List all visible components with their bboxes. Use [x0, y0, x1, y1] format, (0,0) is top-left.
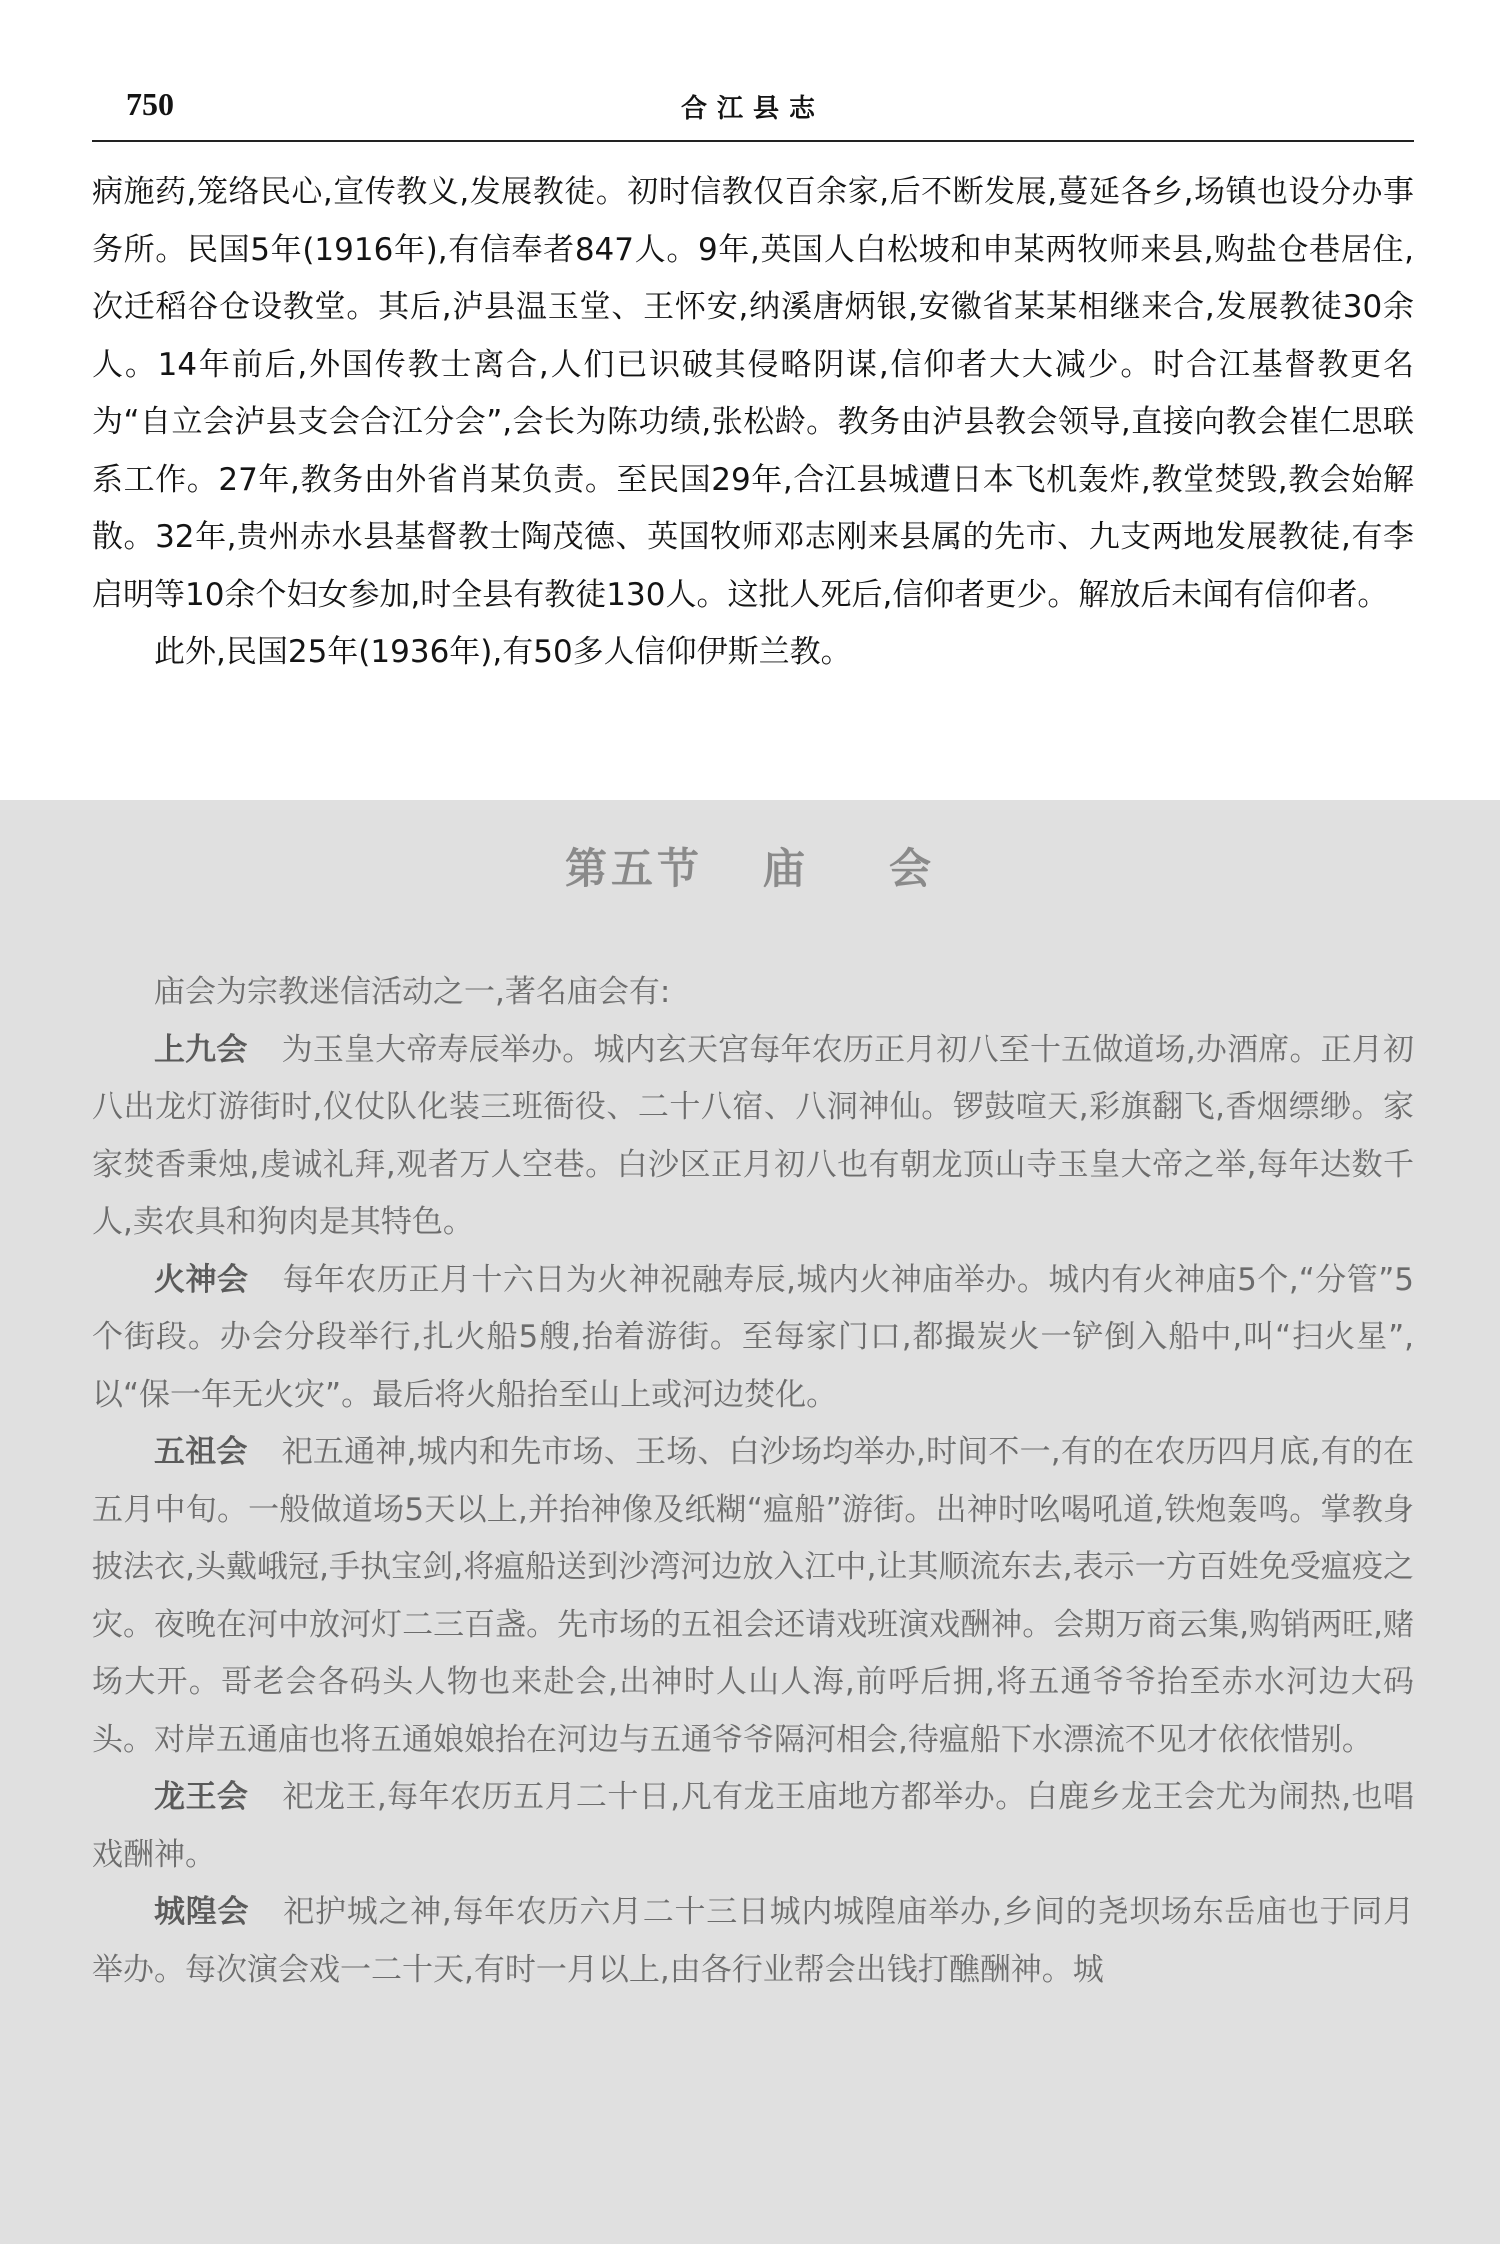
section-heading [0, 836, 1500, 896]
section-title-part1: 庙 [762, 844, 809, 893]
entry-term: 城隍会 [154, 1894, 250, 1930]
paragraph-islam: 此外,民国25年(1936年),有50多人信仰伊斯兰教。 [154, 634, 852, 670]
entry-chenghuanghui [92, 1884, 1414, 1999]
bottom-text-block [92, 964, 1414, 1999]
section-title-part2: 会 [889, 844, 936, 893]
entry-wuzuhui [92, 1424, 1414, 1769]
entry-text: 祀五通神,城内和先市场、王场、白沙场均举办,时间不一,有的在农历四月底,有的在五月中旬。一般做道场5天以上,并抬神像及纸糊“瘟船”游街。出神时吆喝吼道,铁炮轰鸣。掌教身披法衣,头戴峨冠,手执宝剑,将瘟船送到沙湾河边放入江中,让其顺流东去,表示一方百姓免受瘟疫之灾。夜晚在河中放河灯二三百盏。先市场的五祖会还请戏班演戏酬神。会期万商云集,购销两旺,赌场大开。哥老会各码头人物也来赴会,出神时人山人海,前呼后拥,将五通爷爷抬至赤水河边大码头。对岸五通庙也将五通娘娘抬在河边与五通爷爷隔河相会,待瘟船下水漂流不见才依依惜别。 [92, 1434, 1414, 1758]
entry-longwanghui [92, 1769, 1414, 1884]
paragraph-christianity: 病施药,笼络民心,宣传教义,发展教徒。初时信教仅百余家,后不断发展,蔓延各乡,场镇也设分办事务所。民国5年(1916年),有信奉者847人。9年,英国人白松坡和申某两牧师来县,购盐仓巷居住,次迁稻谷仓设教堂。其后,泸县温玉堂、王怀安,纳溪唐炳银,安徽省某某相继来合,发展教徒30余人。14年前后,外国传教士离合,人们已识破其侵略阴谋,信仰者大大减少。时合江基督教更名为“自立会泸县支会合江分会”,会长为陈功绩,张松龄。教务由泸县教会领导,直接向教会崔仁思联系工作。27年,教务由外省肖某负责。至民国29年,合江县城遭日本飞机轰炸,教堂焚毁,教会始解散。32年,贵州赤水县基督教士陶茂德、英国牧师邓志刚来县属的先市、九支两地发展教徒,有李启明等10余个妇女参加,时全县有教徒130人。这批人死后,信仰者更少。解放后未闻有信仰者。 [92, 174, 1414, 613]
entry-text: 为玉皇大帝寿辰举办。城内玄天宫每年农历正月初八至十五做道场,办酒席。正月初八出龙灯游街时,仪仗队化装三班衙役、二十八宿、八洞神仙。锣鼓喧天,彩旗翻飞,香烟缥缈。家家焚香秉烛,虔诚礼拜,观者万人空巷。白沙区正月初八也有朝龙顶山寺玉皇大帝之举,每年达数千人,卖农具和狗肉是其特色。 [92, 1031, 1414, 1240]
running-title: 合江县志 [680, 94, 825, 124]
entry-term: 龙王会 [154, 1779, 249, 1815]
section-number: 第五节 [564, 844, 703, 893]
page-header [92, 84, 1414, 142]
entry-term: 火神会 [154, 1261, 249, 1298]
entry-text: 祀护城之神,每年农历六月二十三日城内城隍庙举办,乡间的尧坝场东岳庙也于同月举办。每次演会戏一二十天,有时一月以上,由各行业帮会出钱打醮酬神。城 [92, 1894, 1414, 1988]
top-text-block [92, 164, 1414, 682]
entry-term: 五祖会 [154, 1434, 248, 1470]
entry-shangjiuhui [92, 1022, 1414, 1252]
entry-text: 每年农历正月十六日为火神祝融寿辰,城内火神庙举办。城内有火神庙5个,“分管”5个街段。办会分段举行,扎火船5艘,抬着游街。至每家门口,都撮炭火一铲倒入船中,叫“扫火星”,以“保一年无火灾”。最后将火船抬至山上或河边焚化。 [92, 1261, 1414, 1413]
entry-term: 上九会 [154, 1031, 248, 1068]
page-number: 750 [126, 86, 174, 122]
intro-paragraph: 庙会为宗教迷信活动之一,著名庙会有: [154, 974, 671, 1010]
entry-text: 祀龙王,每年农历五月二十日,凡有龙王庙地方都举办。白鹿乡龙王会尤为闹热,也唱戏酬神。 [92, 1779, 1415, 1873]
entry-huoshenhui [92, 1252, 1414, 1425]
